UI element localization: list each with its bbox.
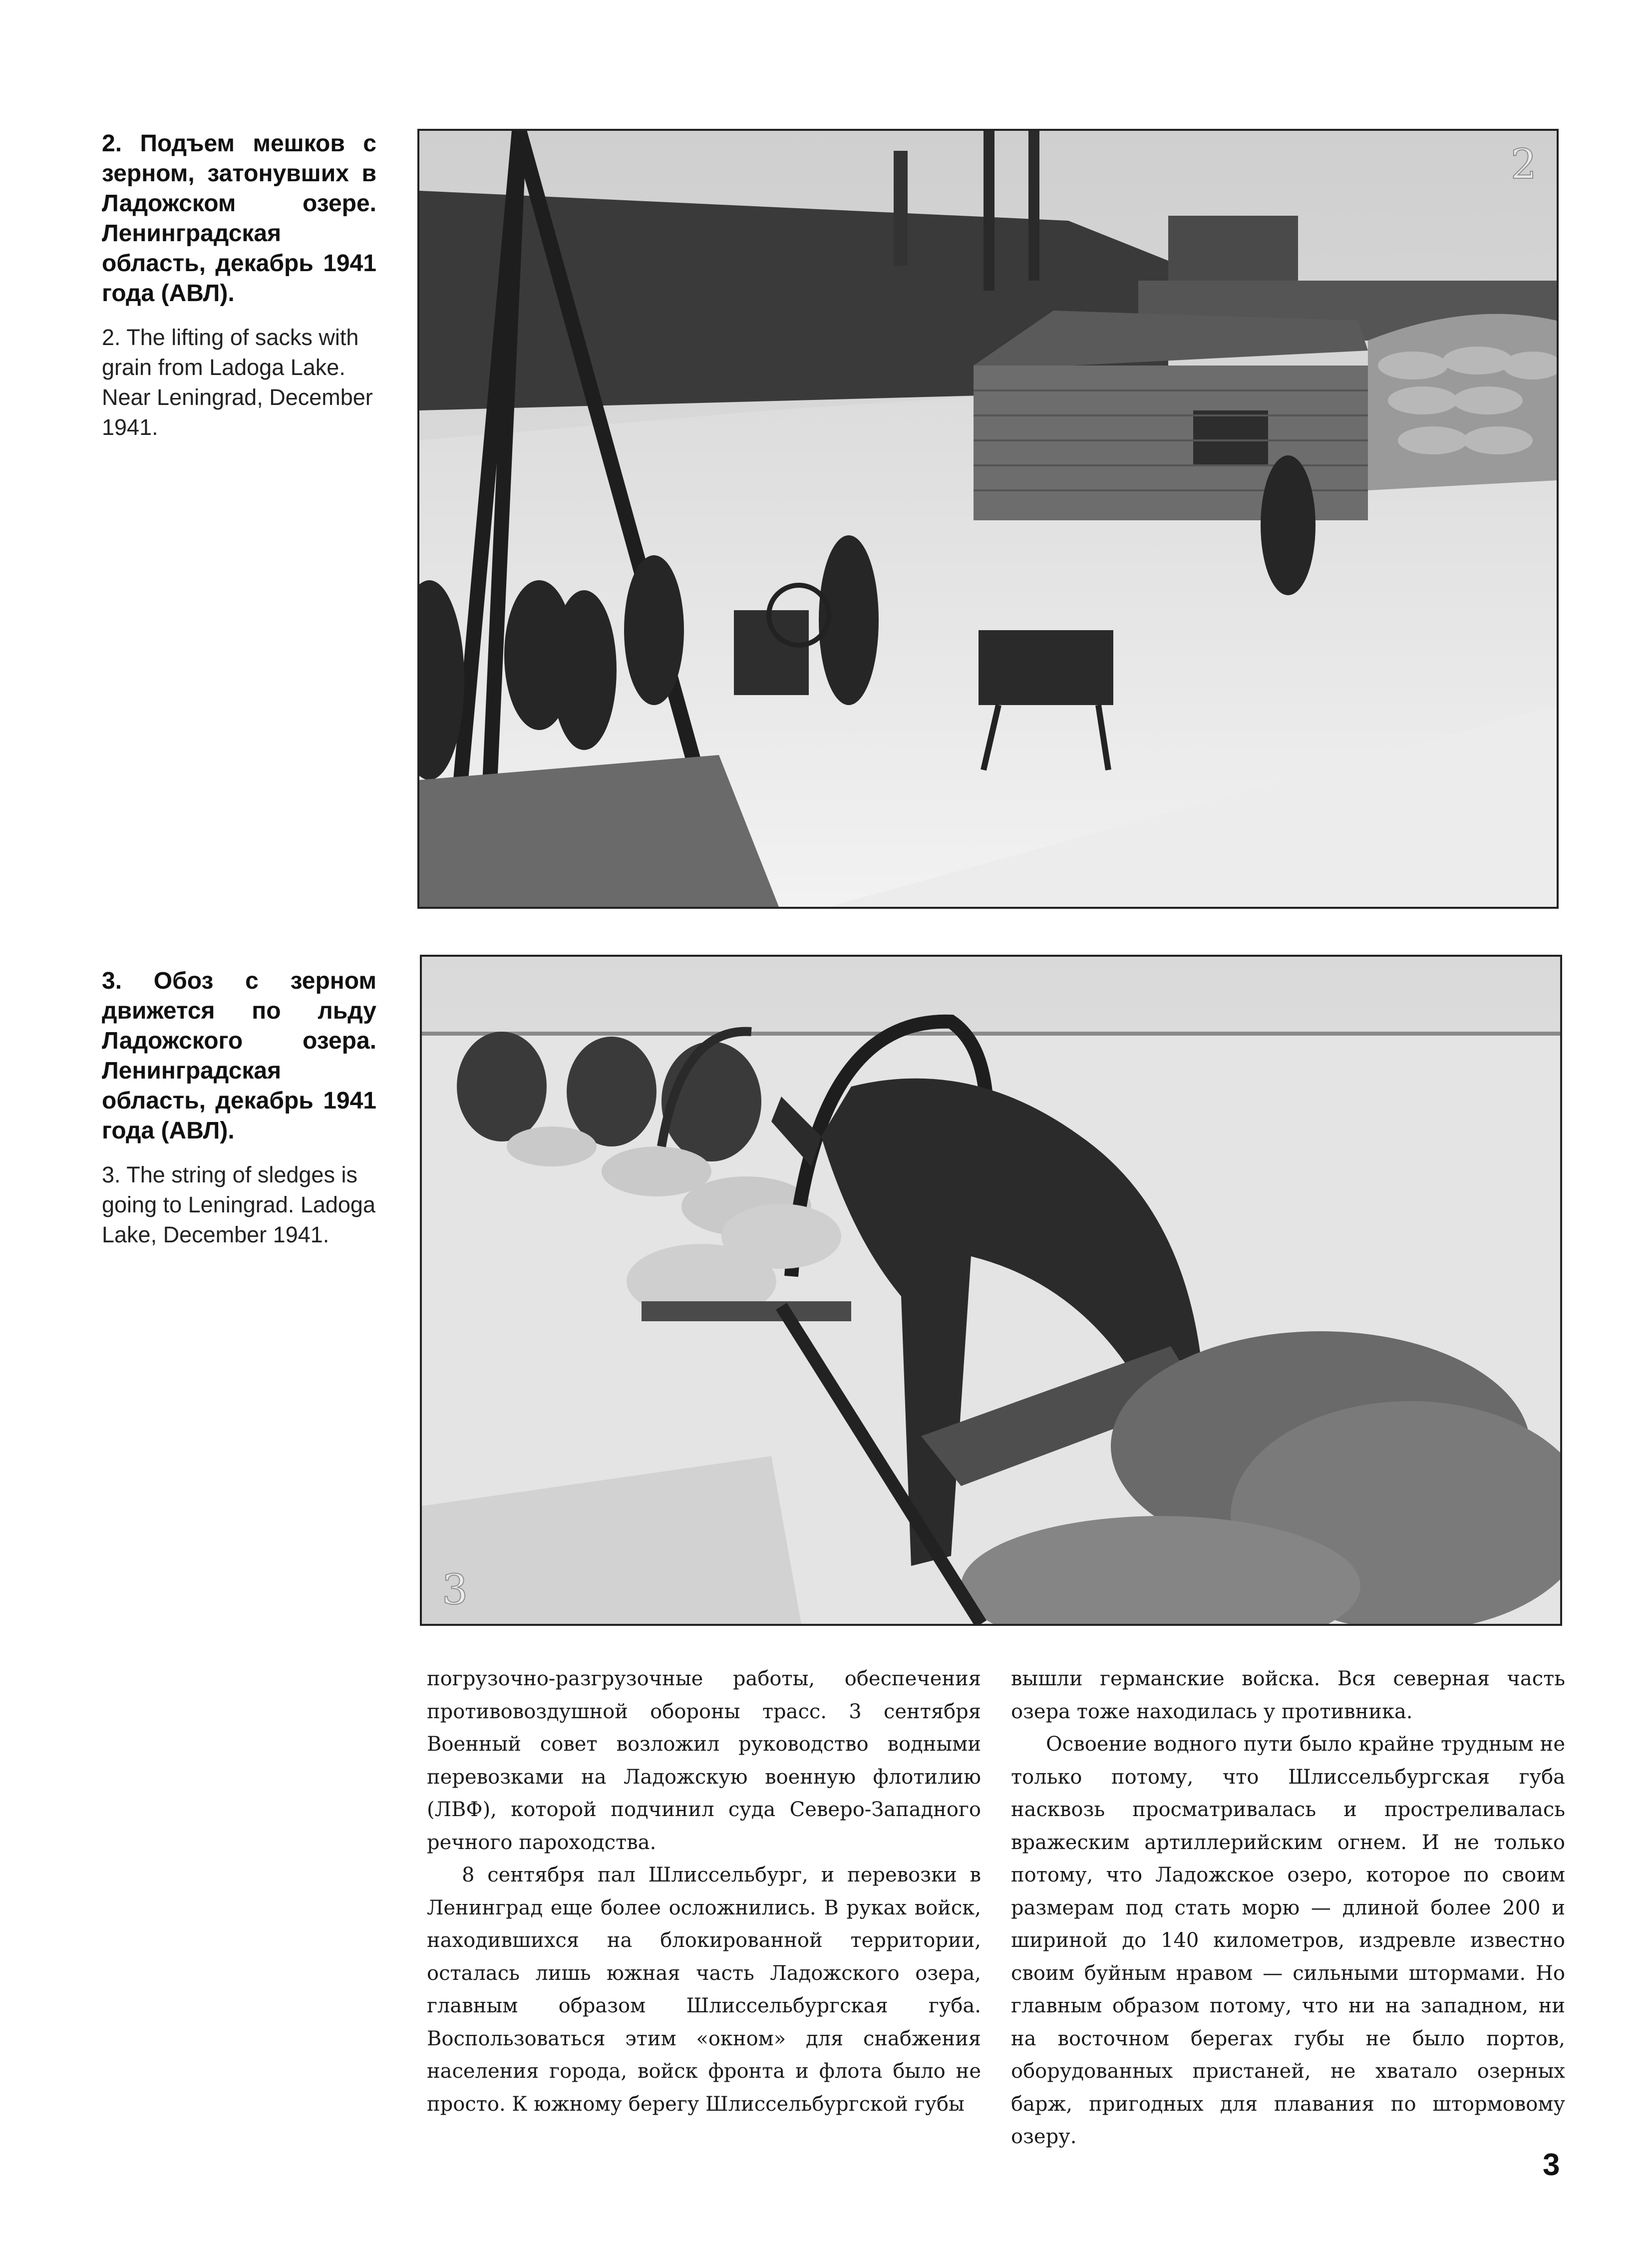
caption-2-english: 2. The lifting of sacks with grain from Ladoga Lake. Near Leningrad, December 1941. xyxy=(102,325,373,440)
article-paragraph: 8 сентября пал Шлиссельбург, и перевозки в Ленинград еще более осложнились. В руках войск, находившихся на блокированной территории, осталась лишь южная часть Ладожского озера, главным образом Шлиссельбургская губа. Воспользоваться этим «окном» для снабжения населения города, войск фронта и флота было не просто. К южному берегу Шлиссельбургской губы xyxy=(427,1864,981,2116)
photo-3-image xyxy=(422,957,1560,1624)
photo-2-image xyxy=(419,131,1557,907)
article-paragraph: Освоение водного пути было крайне трудным не только потому, что Шлиссельбургская губа насквозь просматривалась и простреливалась вражеским артиллерийским огнем. И не только потому, что Ладожское озеро, которое по своим размерам под стать морю — длиной более 200 и шириной до 140 километров, издревле известно своим буйным нравом — сильными штормами. Но главным образом потому, что ни на западном, ни на восточном берегах губы не было портов, оборудованных пристаней, не хватало озерных барж, пригодных для плавания по штормовому озеру. xyxy=(1011,1733,1565,2148)
caption-2-russian: 2. Подъем мешков с зерном, затонувших в Ладожском озере. Ленинградская область, декабрь 1941 года (АВЛ). xyxy=(102,130,376,307)
caption-3-english: 3. The string of sledges is going to Leningrad. Ladoga Lake, December 1941. xyxy=(102,1162,375,1247)
caption-3-russian: 3. Обоз с зерном движется по льду Ладожского озера. Ленинградская область, декабрь 1941 года (АВЛ). xyxy=(102,968,376,1144)
article-paragraph: погрузочно-разгрузочные работы, обеспечения противовоздушной обороны трасс. 3 сентября Военный совет возложил руководство водными перевозками на Ладожскую военную флотилию (ЛВФ), которой подчинил суда Северо-Западного речного пароходства. xyxy=(427,1667,981,1854)
photo-3-sledge-convoy xyxy=(420,955,1562,1626)
article-paragraph: вышли германские войска. Вся северная часть озера тоже находилась у противника. xyxy=(1011,1667,1565,1723)
article-right-column xyxy=(1011,1663,1565,2154)
photo-2-number: 2 xyxy=(1510,141,1537,188)
photo-3-number: 3 xyxy=(442,1566,468,1614)
article-left-column xyxy=(427,1663,981,2121)
caption-photo-3 xyxy=(102,966,376,1250)
page-number: 3 xyxy=(1543,2148,1560,2182)
photo-2-grain-lifting xyxy=(417,129,1559,909)
caption-photo-2 xyxy=(102,129,376,442)
